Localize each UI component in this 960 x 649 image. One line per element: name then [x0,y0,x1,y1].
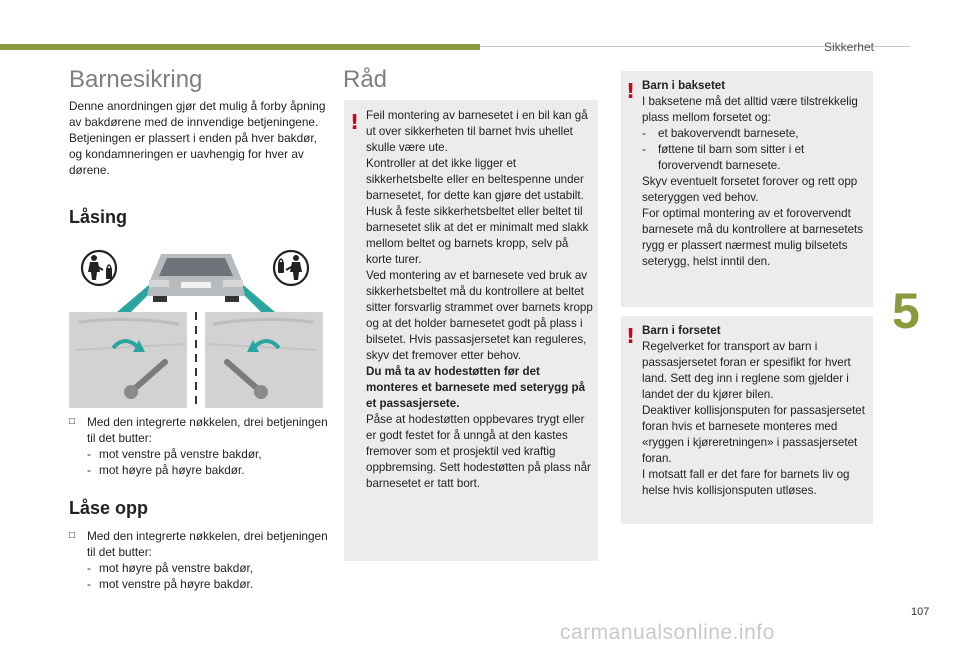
advice-paragraph: Ved montering av et barnesete ved bruk av sikkerhetsbeltet må du kontrollere at beltet sitter forsvarlig strammet over barnets kropp og at det holder barnesetet godt på plass i bilsetet. Hvis passasjersetet kan reguleres, skyv det fremover etter behov. [366,269,593,362]
lasing-bullet [69,414,331,446]
section-title: Sikkerhet [823,40,874,54]
warning-icon: ! [350,110,360,134]
barnesikring-intro [69,98,331,178]
rear-seat-item: - føttene til barn som sitter i et forovervendt barnesete. [642,143,805,172]
rear-seat-title: Barn i baksetet [642,79,726,92]
bullet-square-icon: □ [69,530,76,541]
bullet-square-icon: □ [69,416,76,427]
barnesikring-title: Barnesikring [69,66,203,93]
intro-paragraph-2: Betjeningen er plassert i enden på hver bakdør, og kondamneringen er uavhengig for hver av dørene. [69,131,317,177]
watermark: carmanualsonline.info [560,621,775,644]
lase-opp-bullet [69,528,331,560]
advice-paragraph: Husk å feste sikkerhetsbeltet eller beltet til barnesetet slik at det er minimalt med slakk mellom beltet og barnets kropp, selv på korte turer. [366,205,589,266]
header-accent-bar [0,44,480,50]
advice-paragraph: I baksetene må det alltid være tilstrekkelig plass mellom forsetet og: [642,95,858,124]
intro-paragraph-1: Denne anordningen gjør det mulig å forby åpning av bakdørene med de innvendige betjeningene. [69,99,326,129]
advice-box-mounting [344,100,598,561]
child-lock-icon-left [82,251,116,285]
child-lock-icon-right [274,251,308,285]
lase-opp-bullet-text: Med den integrerte nøkkelen, drei betjeningen til det butter: [87,529,328,559]
child-lock-illustration [69,240,323,410]
advice-paragraph: Deaktiver kollisjonsputen for passasjersetet foran hvis et barnesete monteres med «ryggen i kjøreretningen» i passasjersetet foran. [642,404,865,465]
advice-paragraph: Feil montering av barnesetet i en bil kan gå ut over sikkerheten til barnet hvis uhellet skulle være ute. [366,109,588,154]
advice-paragraph: Regelverket for transport av barn i passasjersetet foran er spesifikt for hvert land. Sett deg inn i reglene som gjelder i landet der du kjører bilen. [642,340,851,401]
front-seat-title: Barn i forsetet [642,324,721,337]
lasing-instructions [69,414,331,478]
rad-title: Råd [343,66,388,93]
lasing-item: - mot venstre på venstre bakdør, [87,447,262,461]
advice-paragraph: Skyv eventuelt forsetet forover og rett opp seteryggen ved behov. [642,175,858,204]
advice-paragraph: Kontroller at det ikke ligger et sikkerhetsbelte eller en beltespenne under barnesetet, for dette kan gjøre det ustabilt. [366,157,584,202]
lase-opp-item: - mot venstre på høyre bakdør. [87,577,254,591]
advice-paragraph-bold: Du må ta av hodestøtten før det monteres et barnesete med seterygg på et passasjersete. [366,365,586,410]
lasing-item: - mot høyre på høyre bakdør. [87,463,245,477]
warning-icon: ! [626,324,636,348]
advice-paragraph: I motsatt fall er det fare for barnets liv og helse hvis kollisjonsputen utløses. [642,468,850,497]
lase-opp-instructions [69,528,331,592]
advice-paragraph: For optimal montering av et forovervendt barnesete må du kontrollere at barnesetets rygg er plassert nærmest mulig bilsetets seterygg, helst inntil den. [642,207,864,268]
page-number: 107 [911,606,930,618]
advice-box-front-seat [621,316,873,524]
rear-seat-item: - et bakovervendt barnesete, [642,127,799,140]
advice-box-rear-seat [621,71,873,307]
lase-opp-title: Låse opp [69,498,149,518]
warning-icon: ! [626,79,636,103]
lase-opp-item: - mot høyre på venstre bakdør, [87,561,254,575]
advice-paragraph: Påse at hodestøtten oppbevares trygt eller er godt festet for å unngå at den kastes fremover som et prosjektil ved kraftig oppbremsing. Sett hodestøtten på plass når barnesetet er tatt bort. [366,413,591,490]
car-rear-icon [147,254,245,302]
chapter-number: 5 [892,283,920,339]
lasing-bullet-text: Med den integrerte nøkkelen, drei betjeningen til det butter: [87,415,328,445]
lasing-title: Låsing [69,207,128,227]
